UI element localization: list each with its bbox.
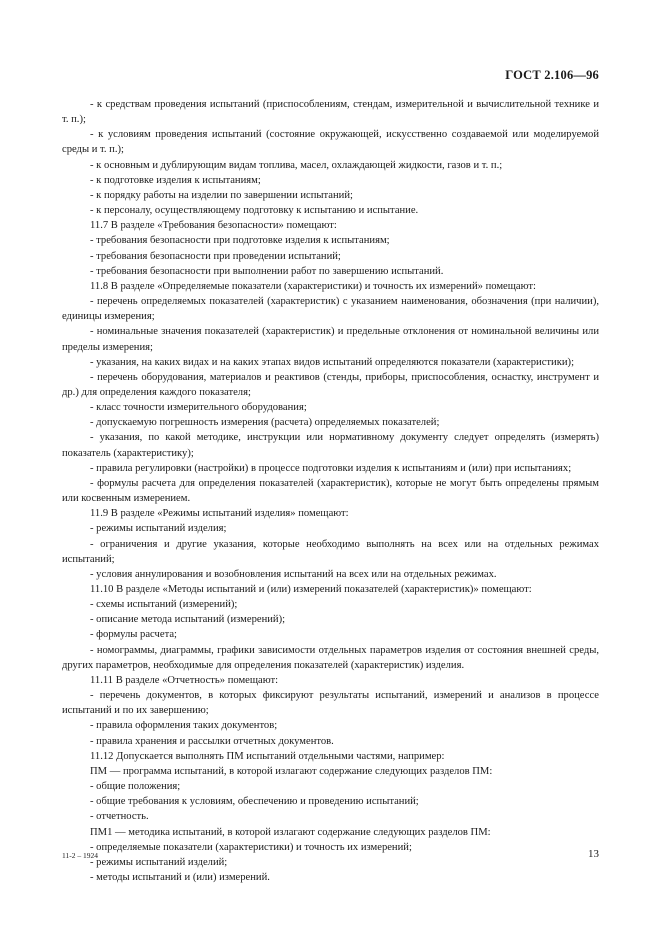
paragraph: - правила оформления таких документов;: [90, 720, 278, 732]
paragraph: - режимы испытаний изделия;: [90, 523, 227, 535]
paragraph: - ограничения и другие указания, которые необходимо выполнять на всех или на отдельных режимах испытаний;: [62, 538, 599, 565]
paragraph: - описание метода испытаний (измерений);: [90, 614, 286, 626]
paragraph: - перечень документов, в которых фиксируют результаты испытаний, измерений и анализов в процессе испытаний и по их завершению;: [62, 690, 599, 717]
document-body: [62, 97, 599, 885]
paragraph: - требования безопасности при проведении испытаний;: [90, 250, 341, 262]
paragraph: - номограммы, диаграммы, графики зависимости отдельных параметров изделия от состояния внешней среды, других параметров, необходимые для определения показателей (характеристик) изделия.: [62, 644, 599, 671]
paragraph: - к персоналу, осуществляющему подготовку к испытанию и испытание.: [90, 205, 419, 217]
paragraph: - правила хранения и рассылки отчетных документов.: [90, 735, 334, 747]
paragraph: - к условиям проведения испытаний (состояние окружающей, искусственно создаваемой или моделируемой среды и т. п.);: [62, 129, 599, 156]
paragraph: - к основным и дублирующим видам топлива, масел, охлаждающей жидкости, газов и т. п.;: [90, 159, 503, 171]
section-heading-11-9: 11.9 В разделе «Режимы испытаний изделия» помещают:: [90, 508, 349, 520]
paragraph: - допускаемую погрешность измерения (расчета) определяемых показателей;: [90, 417, 440, 429]
page-number: 13: [588, 848, 599, 860]
paragraph: - к порядку работы на изделии по завершении испытаний;: [90, 189, 353, 201]
section-heading-11-12: 11.12 Допускается выполнять ПМ испытаний отдельными частями, например:: [90, 750, 445, 762]
paragraph: - режимы испытаний изделий;: [90, 856, 228, 868]
paragraph: - класс точности измерительного оборудования;: [90, 402, 307, 414]
paragraph: - требования безопасности при выполнении работ по завершению испытаний.: [90, 265, 444, 277]
paragraph: ПМ — программа испытаний, в которой излагают содержание следующих разделов ПМ:: [90, 765, 493, 777]
section-heading-11-7: 11.7 В разделе «Требования безопасности» помещают:: [90, 220, 337, 232]
paragraph: - указания, по какой методике, инструкции или нормативному документу следует определять (измерять) показатель (характеристику);: [62, 432, 599, 459]
paragraph: - требования безопасности при подготовке изделия к испытаниям;: [90, 235, 390, 247]
paragraph: - номинальные значения показателей (характеристик) и предельные отклонения от номинальной величины или пределы измерения;: [62, 326, 599, 353]
footer-print-mark: 11-2 – 1924: [62, 851, 98, 860]
paragraph: - общие положения;: [90, 781, 181, 793]
paragraph: - к средствам проведения испытаний (приспособлениям, стендам, измерительной и вычислительной технике и т. п.);: [62, 99, 599, 126]
paragraph: - общие требования к условиям, обеспечению и проведению испытаний;: [90, 796, 419, 808]
paragraph: - схемы испытаний (измерений);: [90, 599, 238, 611]
paragraph: - определяемые показатели (характеристики) и точность их измерений;: [90, 841, 412, 853]
paragraph: - указания, на каких видах и на каких этапах видов испытаний определяются показатели (характеристики);: [90, 356, 575, 368]
section-heading-11-8: 11.8 В разделе «Определяемые показатели (характеристики) и точность их измерений» помещают:: [90, 280, 536, 292]
paragraph: ПМ1 — методика испытаний, в которой излагают содержание следующих разделов ПМ:: [90, 826, 491, 838]
paragraph: - к подготовке изделия к испытаниям;: [90, 174, 261, 186]
section-heading-11-10: 11.10 В разделе «Методы испытаний и (или) измерений показателей (характеристик)» помещают:: [90, 584, 532, 595]
paragraph: - методы испытаний и (или) измерений.: [90, 871, 270, 883]
paragraph: - формулы расчета для определения показателей (характеристик), которые не могут быть определены прямым или косвенным измерением.: [62, 477, 599, 505]
paragraph: - условия аннулирования и возобновления испытаний на всех или на отдельных режимах.: [90, 568, 497, 580]
paragraph: - правила регулировки (настройки) в процессе подготовки изделия к испытаниям и (или) при испытаниях;: [90, 462, 572, 474]
paragraph: - отчетность.: [90, 811, 149, 823]
paragraph: - формулы расчета;: [90, 629, 177, 641]
document-header-title: ГОСТ 2.106—96: [505, 68, 599, 82]
section-heading-11-11: 11.11 В разделе «Отчетность» помещают:: [90, 674, 279, 686]
paragraph: - перечень определяемых показателей (характеристик) с указанием наименования, обозначения (при наличии), единицы измерения;: [62, 296, 599, 323]
paragraph: - перечень оборудования, материалов и реактивов (стенды, приборы, приспособления, оснастку, инструмент и др.) для определения каждого показателя;: [62, 371, 599, 398]
